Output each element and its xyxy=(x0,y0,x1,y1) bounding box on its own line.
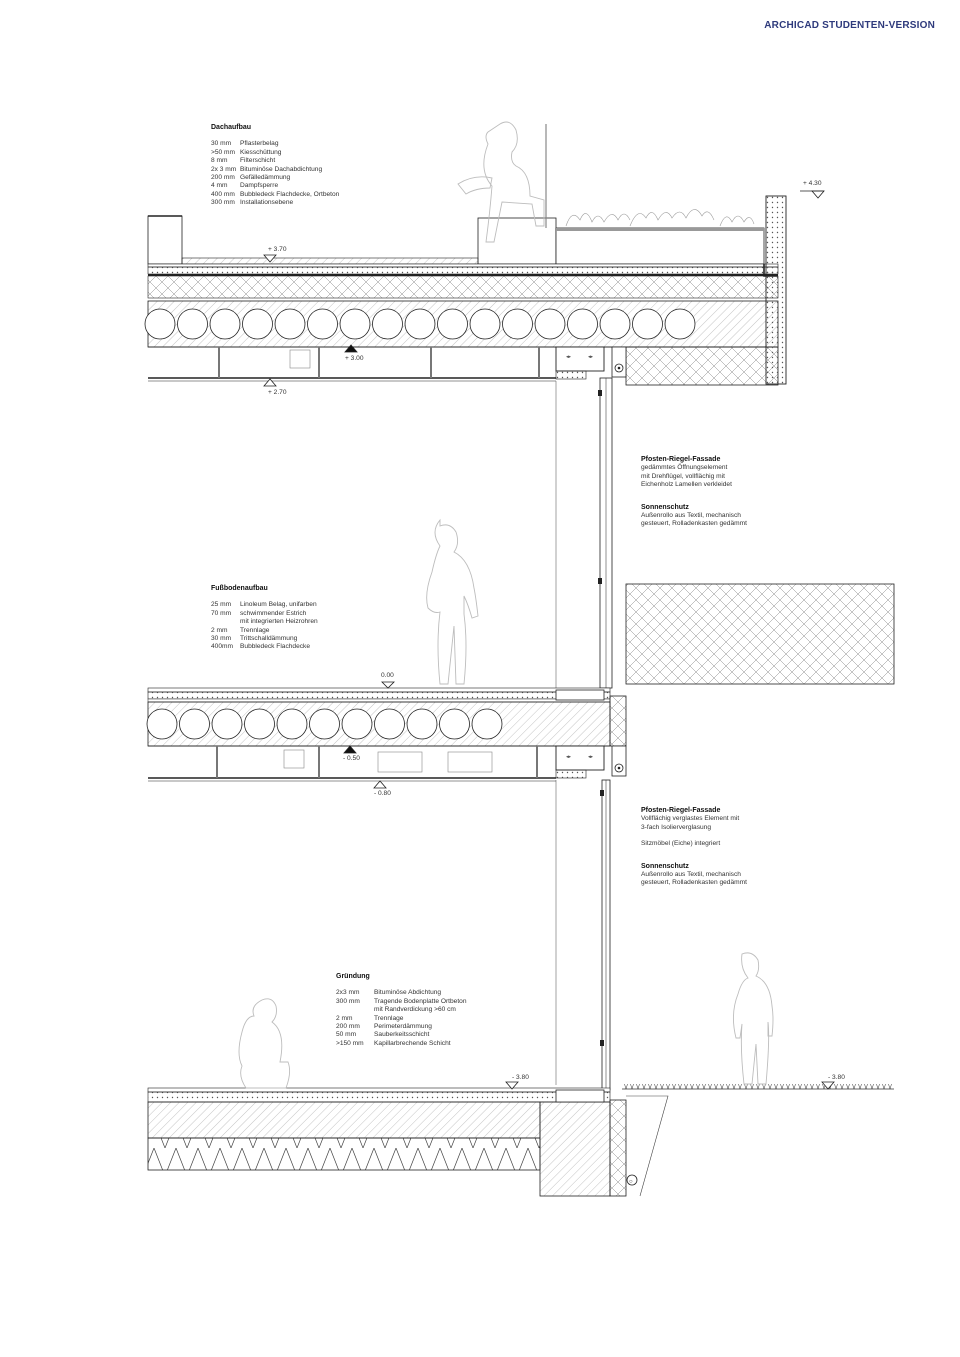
bubbledeck-void xyxy=(212,709,242,739)
foundation-layer-description: Bituminöse Abdichtung xyxy=(374,989,442,997)
foundation-layer-row xyxy=(336,1006,467,1014)
bubbledeck-void xyxy=(147,709,177,739)
level-label-mid-ceiling: - 0.50 xyxy=(343,755,360,762)
foundation-seal xyxy=(148,1088,610,1092)
floor-layer-description: Trittschalldämmung xyxy=(240,635,298,643)
figure-kneeling xyxy=(239,999,290,1088)
foundation-layer-thickness: 50 mm xyxy=(336,1031,357,1039)
level-label-ground: 0.00 xyxy=(381,672,394,679)
floor-layer-row xyxy=(211,635,318,643)
bubbledeck-void xyxy=(568,309,598,339)
bubbledeck-void xyxy=(308,309,338,339)
bubbledeck-void xyxy=(470,309,500,339)
level-label-ceiling-under: + 2.70 xyxy=(268,389,287,396)
bubbledeck-void xyxy=(503,309,533,339)
roof-layer-description: Dampfsperre xyxy=(240,182,279,190)
foundation-layer-row xyxy=(336,989,467,997)
bubbledeck-void xyxy=(472,709,502,739)
bubbledeck-void xyxy=(275,309,305,339)
facade-lower-line-1: Vollflächig verglastes Element mit xyxy=(641,815,740,823)
svg-text:◂▸: ◂▸ xyxy=(588,754,594,760)
svg-text:◂▸: ◂▸ xyxy=(588,354,594,360)
grass-tuft xyxy=(625,1084,628,1089)
floor-layer-row xyxy=(211,643,318,651)
svg-text:◂▸: ◂▸ xyxy=(566,354,572,360)
foundation-layer-description: Sauberkeitsschicht xyxy=(374,1031,430,1039)
grass-tuft xyxy=(763,1084,766,1089)
roof-layer-description: Pflasterbelag xyxy=(240,140,279,148)
roof-bubbles xyxy=(145,309,695,339)
foundation-layer-row xyxy=(336,1023,467,1031)
foundation-assembly xyxy=(148,1084,894,1196)
level-label-mid-under: - 0.80 xyxy=(374,790,391,797)
grass-tuft xyxy=(733,1084,736,1089)
floor-note-title: Fußbodenaufbau xyxy=(211,585,268,592)
grass-tuft xyxy=(853,1084,856,1089)
grass-tuft xyxy=(841,1084,844,1089)
roof-parapet xyxy=(766,196,786,384)
sunshade-lower-title: Sonnenschutz xyxy=(641,862,689,870)
sunshade-panel xyxy=(626,584,894,684)
floor-finish xyxy=(148,688,610,692)
facade-upper-note xyxy=(641,456,747,529)
foundation-layer-thickness: 2 mm xyxy=(336,1014,353,1022)
bubbledeck-void xyxy=(440,709,470,739)
grass-tuft xyxy=(859,1084,862,1089)
sunshade-lower-line-2: gesteuert, Rolladenkasten gedämmt xyxy=(641,879,747,887)
perimeter-insulation xyxy=(148,1138,540,1170)
level-marker-top xyxy=(812,191,824,198)
grass-tuft xyxy=(703,1084,706,1089)
planter-plants xyxy=(566,209,754,226)
grass-tuft xyxy=(775,1084,778,1089)
grass-tuft xyxy=(817,1084,820,1089)
foundation-slab xyxy=(148,1102,540,1138)
foundation-layer-row xyxy=(336,1040,467,1048)
level-label-top: + 4.30 xyxy=(803,180,822,187)
foundation-layer-description: Perimeterdämmung xyxy=(374,1023,432,1031)
roof-layer-description: Kiesschüttung xyxy=(240,148,282,156)
floor-screed xyxy=(148,692,610,699)
floor-layer-row xyxy=(211,627,318,635)
floor-assembly xyxy=(147,688,626,781)
roof-edge-insulation xyxy=(626,347,778,385)
roof-assembly xyxy=(145,196,786,385)
grass-tuft xyxy=(757,1084,760,1089)
grass-tuft xyxy=(697,1084,700,1089)
level-label-base-in: - 3.80 xyxy=(512,1074,529,1081)
floor-note xyxy=(211,585,318,652)
roof-note-title: Dachaufbau xyxy=(211,124,252,131)
facade-upper-line-1: gedämmtes Öffnungselement xyxy=(641,464,728,472)
roof-layer-row xyxy=(211,166,339,174)
bubbledeck-void xyxy=(405,309,435,339)
bubbledeck-void xyxy=(665,309,695,339)
grass-tuft xyxy=(865,1084,868,1089)
floor-layer-row xyxy=(211,601,318,609)
grass-tuft xyxy=(715,1084,718,1089)
grass-tuft xyxy=(871,1084,874,1089)
grass-tuft xyxy=(685,1084,688,1089)
grass-tuft xyxy=(769,1084,772,1089)
foundation-layer-thickness: 200 mm xyxy=(336,1023,360,1031)
roof-layer-row xyxy=(211,182,339,190)
floor-bubbles xyxy=(147,709,502,739)
bubbledeck-void xyxy=(342,709,372,739)
foundation-layer-row xyxy=(336,1031,467,1039)
grass-tuft xyxy=(709,1084,712,1089)
foundation-layers xyxy=(336,989,467,1048)
roof-layer-description: Bubbledeck Flachdecke, Ortbeton xyxy=(240,190,340,198)
bubbledeck-void xyxy=(375,709,405,739)
roof-layer-row xyxy=(211,191,339,199)
foundation-layer-description: Tragende Bodenplatte Ortbeton xyxy=(374,997,467,1005)
level-marker-mid-ceiling xyxy=(344,746,356,753)
facade-lower-line-2: 3-fach Isolierverglasung xyxy=(641,823,712,831)
sunshade-upper-title: Sonnenschutz xyxy=(641,503,689,511)
sunshade-upper-line-1: Außenrollo aus Textil, mechanisch xyxy=(641,512,741,520)
grass-tuft xyxy=(727,1084,730,1089)
roof-layer-thickness: 4 mm xyxy=(211,182,228,190)
floor-layer-description: Trennlage xyxy=(240,626,270,634)
roof-layer-thickness: 400 mm xyxy=(211,190,235,198)
grass-tuft xyxy=(883,1084,886,1089)
bubbledeck-void xyxy=(180,709,210,739)
roof-layer-thickness: 2x 3 mm xyxy=(211,165,237,173)
roof-note xyxy=(211,124,339,208)
grass-tuft xyxy=(691,1084,694,1089)
roof-gravel xyxy=(148,267,778,274)
floor-layer-description: schwimmender Estrich xyxy=(240,609,307,617)
bubbledeck-void xyxy=(340,309,370,339)
bubbledeck-void xyxy=(535,309,565,339)
roof-layer-thickness: 30 mm xyxy=(211,140,232,148)
bubbledeck-void xyxy=(145,309,175,339)
roof-layer-row xyxy=(211,140,339,148)
facade-lower-note xyxy=(641,807,747,888)
floor-layers xyxy=(211,601,318,651)
bubbledeck-void xyxy=(310,709,340,739)
facade-upper-line-3: Eichenholz Lamellen verkleidet xyxy=(641,481,732,489)
grass-tuft xyxy=(781,1084,784,1089)
grass-tuft xyxy=(655,1084,658,1089)
watermark: ARCHICAD STUDENTEN-VERSION xyxy=(764,20,935,31)
roof-layer-thickness: 8 mm xyxy=(211,157,228,165)
roof-layer-thickness: 200 mm xyxy=(211,174,235,182)
foundation-layer-row xyxy=(336,998,467,1006)
foundation-layer-row xyxy=(336,1015,467,1023)
figure-walking xyxy=(427,520,478,684)
roof-layer-description: Bituminöse Dachabdichtung xyxy=(240,165,323,173)
foundation-layer-thickness: >150 mm xyxy=(336,1039,364,1047)
grass-tuft xyxy=(799,1084,802,1089)
grass-tuft xyxy=(805,1084,808,1089)
grass-tuft xyxy=(835,1084,838,1089)
roof-layer-description: Gefälledämmung xyxy=(240,174,291,182)
bubbledeck-void xyxy=(243,309,273,339)
bubbledeck-void xyxy=(245,709,275,739)
grass-tuft xyxy=(847,1084,850,1089)
grass-tuft xyxy=(793,1084,796,1089)
bubbledeck-void xyxy=(407,709,437,739)
roof-insulation xyxy=(148,276,778,298)
roof-paving xyxy=(182,258,478,264)
floor-layer-row xyxy=(211,610,318,618)
facade-lower-extra: Sitzmöbel (Eiche) integriert xyxy=(641,840,721,848)
floor-layer-thickness: 2 mm xyxy=(211,626,228,634)
grass-tuft xyxy=(787,1084,790,1089)
svg-text:○: ○ xyxy=(629,1179,633,1185)
roof-layer-thickness: >50 mm xyxy=(211,148,236,156)
grass-tuft xyxy=(667,1084,670,1089)
grass-tuft xyxy=(661,1084,664,1089)
sunshade-lower-line-1: Außenrollo aus Textil, mechanisch xyxy=(641,871,741,879)
floor-layer-thickness: 25 mm xyxy=(211,601,232,609)
facade-upper-line-2: mit Drehflügel, vollflächig mit xyxy=(641,472,725,480)
grass-tuft xyxy=(877,1084,880,1089)
roof-layer-thickness: 300 mm xyxy=(211,199,235,207)
bubbledeck-void xyxy=(210,309,240,339)
bubbledeck-void xyxy=(600,309,630,339)
floor-layer-thickness xyxy=(211,618,240,626)
grass-tuft xyxy=(739,1084,742,1089)
grass-tuft xyxy=(643,1084,646,1089)
floor-layer-thickness: 70 mm xyxy=(211,609,232,617)
roof-layer-row xyxy=(211,157,339,165)
grass-tuft xyxy=(637,1084,640,1089)
foundation-layer-description: Kapillarbrechende Schicht xyxy=(374,1039,451,1047)
foundation-layer-description: mit Randverdickung >60 cm xyxy=(374,1006,456,1014)
floor-layer-description: Bubbledeck Flachdecke xyxy=(240,643,311,651)
floor-layer-thickness: 30 mm xyxy=(211,635,232,643)
bubbledeck-void xyxy=(178,309,208,339)
roof-layer-row xyxy=(211,174,339,182)
foundation-layer-thickness: 2x3 mm xyxy=(336,989,360,997)
floor-layer-description: Linoleum Belag, unifarben xyxy=(240,601,317,609)
grass-tuft xyxy=(679,1084,682,1089)
level-label-ceiling-upper: + 3.00 xyxy=(345,355,364,362)
grass-tuft xyxy=(721,1084,724,1089)
level-label-base-out: - 3.80 xyxy=(828,1074,845,1081)
grass-tuft xyxy=(889,1084,892,1089)
svg-text:◂▸: ◂▸ xyxy=(566,754,572,760)
foundation-layer-description: Trennlage xyxy=(374,1014,404,1022)
bubbledeck-void xyxy=(633,309,663,339)
sunshade-upper-line-2: gesteuert, Rolladenkasten gedämmt xyxy=(641,520,747,528)
grass-tuft xyxy=(751,1084,754,1089)
facade-upper-title: Pfosten-Riegel-Fassade xyxy=(641,456,721,463)
level-label-roof: + 3.70 xyxy=(268,246,287,253)
roof-layer-description: Filterschicht xyxy=(240,157,276,165)
roof-bench-left xyxy=(148,216,182,264)
shutter-box-upper xyxy=(556,347,604,371)
foundation-layer-thickness xyxy=(336,1006,374,1014)
grass-tuft xyxy=(673,1084,676,1089)
level-marker-mid-under xyxy=(374,781,386,788)
floor-layer-row xyxy=(211,618,318,626)
shutter-box-lower xyxy=(556,746,604,770)
bubbledeck-void xyxy=(438,309,468,339)
bubbledeck-void xyxy=(373,309,403,339)
roof-planter xyxy=(556,228,764,264)
bubbledeck-void xyxy=(277,709,307,739)
level-marker-ceiling-under xyxy=(264,379,276,386)
facade-lower-title: Pfosten-Riegel-Fassade xyxy=(641,807,721,814)
figure-standing xyxy=(733,953,773,1084)
foundation-edge-insulation xyxy=(610,1100,626,1196)
grass-tuft xyxy=(649,1084,652,1089)
roof-layer-row xyxy=(211,149,339,157)
foundation-note-title: Gründung xyxy=(336,973,370,980)
foundation-layer-thickness: 300 mm xyxy=(336,997,360,1005)
foundation-note xyxy=(336,973,467,1048)
floor-layer-description: mit integrierten Heizrohren xyxy=(240,618,318,626)
floor-layer-thickness: 400mm xyxy=(211,643,233,651)
grass xyxy=(625,1084,892,1089)
roof-layer-row xyxy=(211,199,339,207)
grass-tuft xyxy=(811,1084,814,1089)
roof-layer-description: Installationsebene xyxy=(240,199,294,207)
roof-layers xyxy=(211,140,339,207)
level-marker-ground xyxy=(382,682,394,688)
grass-tuft xyxy=(631,1084,634,1089)
grass-tuft xyxy=(745,1084,748,1089)
